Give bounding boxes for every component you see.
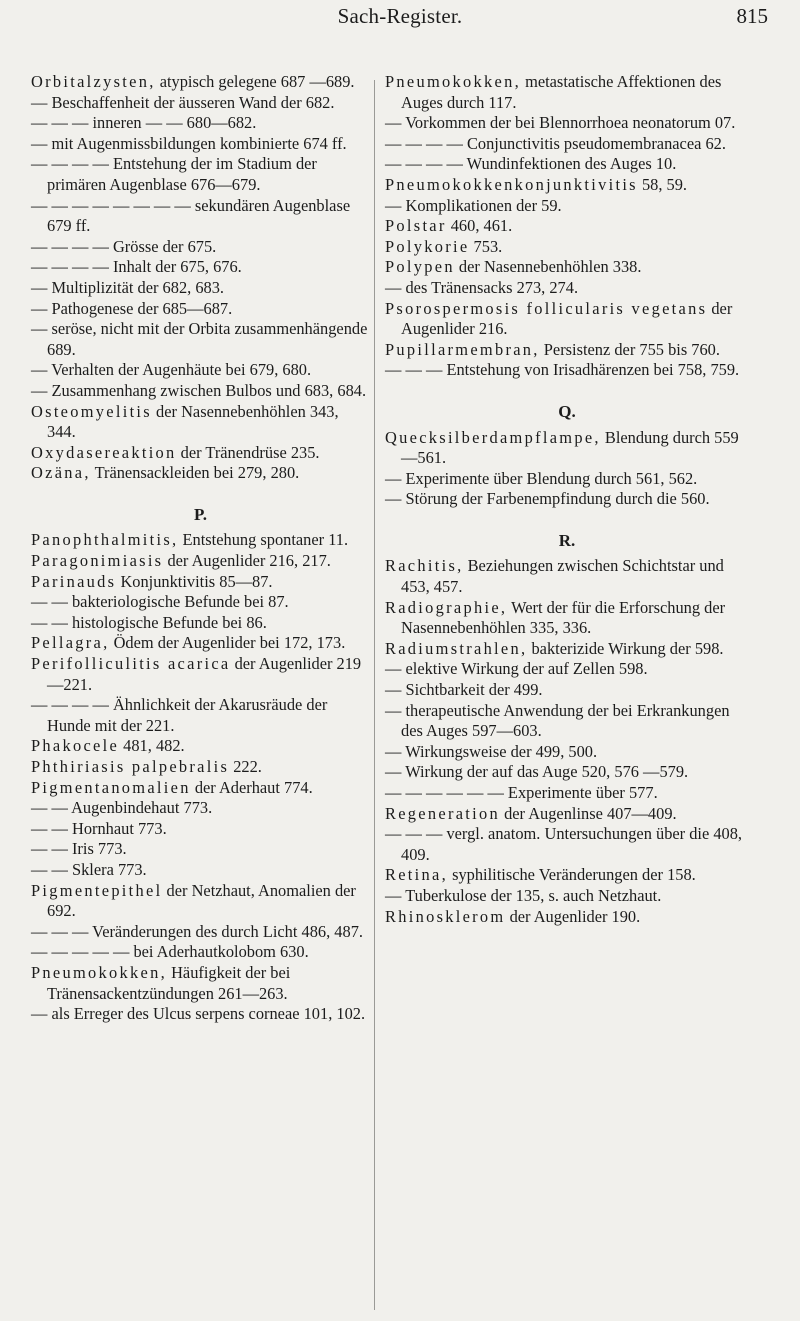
entry-text: der Augenlider 219—221. <box>47 654 362 694</box>
entry-keyword: Polstar <box>385 216 447 236</box>
entry-text: bakterizide Wirkung der 598. <box>527 638 724 658</box>
index-entry <box>385 469 749 490</box>
entry-text: — — — inneren — — 680—682. <box>31 113 257 133</box>
index-entry <box>31 113 370 134</box>
entry-text: der Augenlider 190. <box>505 906 641 926</box>
entry-text: — Vorkommen der bei Blennorrhoea neonatorum 07. <box>385 113 736 133</box>
index-entry <box>31 134 370 155</box>
index-entry <box>385 72 749 113</box>
index-entry <box>385 175 749 196</box>
entry-keyword: Oxydasereaktion <box>31 442 177 462</box>
entry-keyword: Quecksilberdampflampe, <box>385 427 601 447</box>
index-entry <box>31 278 370 299</box>
entry-text: Persistenz der 755 bis 760. <box>539 339 720 359</box>
index-entry <box>31 551 370 572</box>
entry-text: — Störung der Farbenempfindung durch die 560. <box>385 489 710 509</box>
entry-keyword: Polykorie <box>385 236 470 256</box>
entry-text: Häufigkeit der bei Tränensackentzündungen 261—263. <box>47 962 291 1003</box>
entry-text: — — — — Ähnlichkeit der Akarusräude der Hunde mit der 221. <box>31 695 328 735</box>
index-entry <box>31 963 370 1004</box>
index-entry <box>31 443 370 464</box>
entry-text: der Nasennebenhöhlen 343, 344. <box>47 401 339 442</box>
index-entry <box>385 257 749 278</box>
entry-text: — mit Augenmissbildungen kombinierte 674 ff. <box>31 133 347 153</box>
index-entry <box>31 93 370 114</box>
entry-keyword: Phthiriasis palpebralis <box>31 757 230 776</box>
entry-text: — — histologische Befunde bei 86. <box>31 612 267 632</box>
index-entries <box>385 428 749 510</box>
index-entry <box>31 819 370 840</box>
entry-text: — — — — Entstehung der im Stadium der primären Augenblase 676—679. <box>31 154 317 194</box>
index-entry <box>31 196 370 237</box>
index-entry <box>385 886 749 907</box>
index-entry <box>31 860 370 881</box>
entry-text: Tränensackleiden bei 279, 280. <box>90 463 300 483</box>
entry-text: — therapeutische Anwendung der bei Erkrankungen des Auges 597—603. <box>385 700 730 741</box>
index-entry <box>385 278 749 299</box>
entry-text: — — Hornhaut 773. <box>31 818 167 838</box>
entry-keyword: Panophthalmitis, <box>31 530 179 550</box>
entry-text: — — — Veränderungen des durch Licht 486, 487. <box>31 921 363 941</box>
entry-text: 460, 461. <box>446 216 513 236</box>
entry-text: 481, 482. <box>119 736 185 756</box>
entry-keyword: Pneumokokken, <box>31 962 167 982</box>
index-entry <box>385 907 749 928</box>
entry-text: — — — — — — Experimente über 577. <box>385 783 658 802</box>
index-entry <box>385 659 749 680</box>
index-entry <box>31 592 370 613</box>
entry-text: — — bakteriologische Befunde bei 87. <box>31 592 289 612</box>
index-entry <box>385 216 749 237</box>
index-entries <box>31 72 370 484</box>
index-entry <box>385 113 749 134</box>
entry-text: der Augenlinse 407—409. <box>499 803 677 823</box>
index-entry <box>31 572 370 593</box>
entry-keyword: Regeneration <box>385 803 500 823</box>
index-entries <box>385 556 749 927</box>
entry-keyword: Osteomyelitis <box>31 401 152 421</box>
index-entry <box>385 299 749 340</box>
entry-text: — — — — Grösse der 675. <box>31 236 217 256</box>
index-entry <box>31 463 370 484</box>
entry-text: der Netzhaut, Anomalien der 692. <box>47 880 356 921</box>
index-entry <box>385 783 749 804</box>
index-entry <box>385 804 749 825</box>
entry-text: — — Augenbindehaut 773. <box>31 798 213 818</box>
entry-text: — Experimente über Blendung durch 561, 562. <box>385 468 698 488</box>
index-entry <box>31 530 370 551</box>
entry-text: Konjunktivitis 85—87. <box>116 571 273 591</box>
entry-keyword: Pellagra, <box>31 633 110 653</box>
entry-text: der Aderhaut 774. <box>190 777 313 797</box>
entry-text: — Multiplizität der 682, 683. <box>31 277 225 297</box>
entry-text: 222. <box>229 757 262 776</box>
index-entry <box>31 1004 370 1025</box>
section-letter-p: P. <box>193 504 208 524</box>
entry-text: — — — vergl. anatom. Untersuchungen über die 408, 409. <box>385 824 743 864</box>
index-entry <box>385 340 749 361</box>
entry-keyword: Orbitalzysten, <box>31 72 156 91</box>
index-entry <box>385 701 749 742</box>
entry-text: 753. <box>469 236 503 256</box>
entry-text: Wert der für die Erforschung der Nasennebenhöhlen 335, 336. <box>401 597 726 638</box>
entry-keyword: Paragonimiasis <box>31 551 164 571</box>
index-entry <box>385 742 749 763</box>
entry-keyword: Psorospermosis follicularis vegetans <box>385 298 708 318</box>
page-title: Sach-Register. <box>337 4 463 28</box>
page-number: 815 <box>736 4 768 28</box>
entry-text: — Tuberkulose der 135, s. auch Netzhaut. <box>385 885 662 905</box>
index-entry <box>31 257 370 278</box>
index-entry <box>31 695 370 736</box>
index-entry <box>31 319 370 360</box>
entry-keyword: Pupillarmembran, <box>385 339 540 359</box>
entry-text: — Komplikationen der 59. <box>385 195 562 215</box>
index-entry <box>31 402 370 443</box>
index-entry <box>31 381 370 402</box>
entry-text: der Nasennebenhöhlen 338. <box>454 257 642 277</box>
index-entry <box>31 736 370 757</box>
entry-text: der Augenlider 216, 217. <box>163 551 331 571</box>
index-entry <box>31 654 370 695</box>
index-entry <box>31 299 370 320</box>
index-entry <box>385 865 749 886</box>
entry-text: — als Erreger des Ulcus serpens corneae 101, 102. <box>31 1004 366 1024</box>
entry-text: Entstehung spontaner 11. <box>178 530 349 550</box>
index-entry <box>31 757 370 778</box>
entry-text: — — — — Wundinfektionen des Auges 10. <box>385 154 677 174</box>
entry-keyword: Polypen <box>385 257 455 277</box>
entry-text: — — — Entstehung von Irisadhärenzen bei 758, 759. <box>385 360 740 380</box>
index-entry <box>31 154 370 195</box>
entry-keyword: Radiographie, <box>385 597 508 617</box>
index-entry <box>31 633 370 654</box>
entry-keyword: Pneumokokkenkonjunktivitis <box>385 174 638 194</box>
entry-text: — — — — Inhalt der 675, 676. <box>31 257 242 277</box>
entry-text: — seröse, nicht mit der Orbita zusammenhängende 689. <box>31 319 368 359</box>
entry-text: Blendung durch 559—561. <box>401 427 739 468</box>
entry-keyword: Pneumokokken, <box>385 72 521 91</box>
index-entry <box>31 881 370 922</box>
entry-text: atypisch gelegene 687 —689. <box>155 72 355 91</box>
entry-text: — Wirkung der auf das Auge 520, 576 —579. <box>385 762 689 782</box>
section-letter-q: Q. <box>558 401 576 421</box>
index-entry <box>385 428 749 469</box>
index-entry <box>31 72 370 93</box>
entry-text: — Zusammenhang zwischen Bulbos und 683, 684. <box>31 380 367 400</box>
entry-text: — Pathogenese der 685—687. <box>31 298 233 318</box>
entry-text: — — Iris 773. <box>31 839 127 859</box>
entry-text: Ödem der Augenlider bei 172, 173. <box>109 633 346 653</box>
entry-keyword: Rhinosklerom <box>385 906 506 926</box>
entry-keyword: Perifolliculitis acarica <box>31 654 231 674</box>
entry-text: — elektive Wirkung der auf Zellen 598. <box>385 659 648 679</box>
index-entry <box>385 196 749 217</box>
entry-keyword: Retina, <box>385 865 448 885</box>
entry-text: — Verhalten der Augenhäute bei 679, 680. <box>31 360 312 380</box>
index-entry <box>385 680 749 701</box>
entry-text: — Beschaffenheit der äusseren Wand der 682. <box>31 92 335 112</box>
index-entry <box>385 598 749 639</box>
entry-text: Beziehungen zwischen Schichtstar und 453, 457. <box>401 556 724 597</box>
index-entry <box>385 489 749 510</box>
entry-text: der Tränendrüse 235. <box>176 442 320 462</box>
section-letter-r: R. <box>558 530 576 550</box>
index-entry <box>385 556 749 597</box>
index-entries <box>31 530 370 1024</box>
entry-text: — Wirkungsweise der 499, 500. <box>385 741 598 761</box>
entry-keyword: Parinauds <box>31 571 117 591</box>
entry-keyword: Pigmentepithel <box>31 880 163 900</box>
entry-keyword: Radiumstrahlen, <box>385 638 528 658</box>
entry-text: 58, 59. <box>637 174 688 194</box>
index-entry <box>385 824 749 865</box>
entry-text: metastatische Affektionen des Auges durch 117. <box>401 72 722 112</box>
index-entry <box>31 798 370 819</box>
index-entry <box>385 237 749 258</box>
index-entry <box>31 942 370 963</box>
column-divider <box>374 80 375 1310</box>
index-entry <box>31 613 370 634</box>
index-entry <box>385 639 749 660</box>
entry-keyword: Pigmentanomalien <box>31 777 191 797</box>
entry-text: syphilitische Veränderungen der 158. <box>447 865 696 885</box>
index-entry <box>31 922 370 943</box>
entry-text: — des Tränensacks 273, 274. <box>385 277 579 297</box>
index-entry <box>31 360 370 381</box>
entry-keyword: Phakocele <box>31 736 120 756</box>
index-entry <box>385 360 749 381</box>
index-entry <box>31 237 370 258</box>
entry-text: der Augenlider 216. <box>401 298 733 339</box>
entry-text: — Sichtbarkeit der 499. <box>385 680 543 700</box>
entry-text: — — — — — — — — sekundären Augenblase 679 ff. <box>31 195 351 236</box>
index-entry <box>31 839 370 860</box>
left-column <box>31 72 370 1025</box>
index-entry <box>385 134 749 155</box>
index-entries <box>385 72 749 381</box>
entry-keyword: Ozäna, <box>31 463 91 483</box>
index-entry <box>31 778 370 799</box>
page-header <box>0 4 800 44</box>
entry-text: — — — — — bei Aderhautkolobom 630. <box>31 942 309 962</box>
entry-keyword: Rachitis, <box>385 556 464 576</box>
entry-text: — — — — Conjunctivitis pseudomembranacea 62. <box>385 133 726 153</box>
index-entry <box>385 762 749 783</box>
right-column <box>385 72 749 927</box>
entry-text: — — Sklera 773. <box>31 859 147 879</box>
index-entry <box>385 154 749 175</box>
